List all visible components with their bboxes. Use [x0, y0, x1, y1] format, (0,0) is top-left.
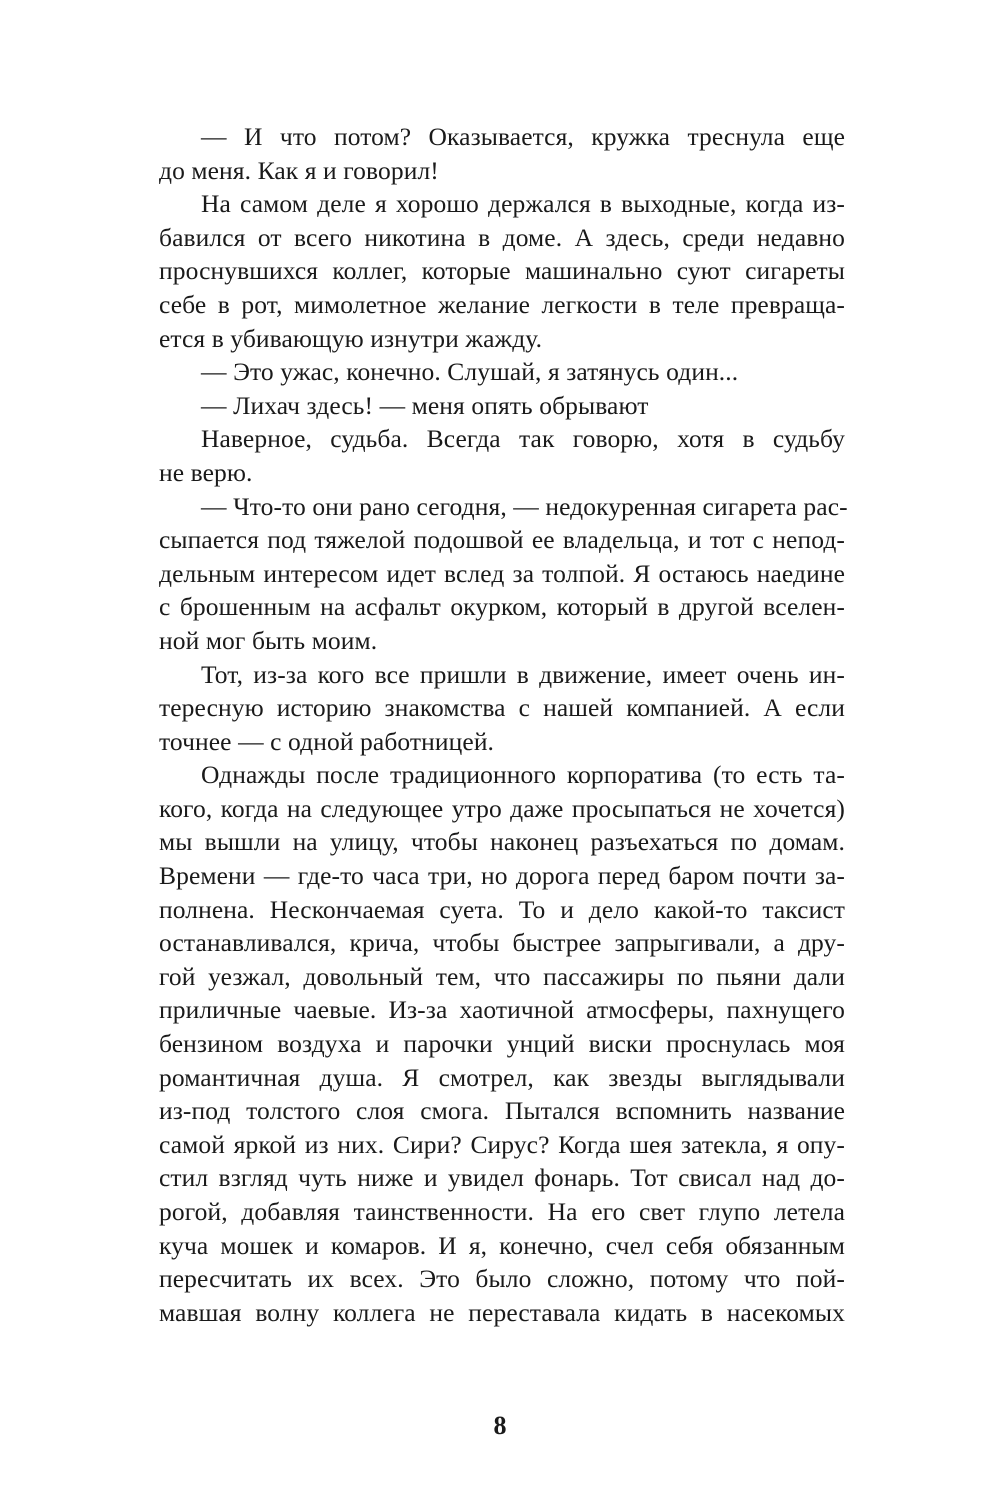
text-line: — Лихач здесь! — меня опять обрывают	[201, 390, 649, 420]
text-line: бавился от всего никотина в доме. А здесь, среди недавно	[159, 222, 845, 252]
paragraph	[159, 120, 845, 187]
text-line: тересную историю знакомства с нашей компанией. А если	[159, 693, 845, 723]
text-line: точнее — с одной работницей.	[159, 726, 495, 756]
text-line: себе в рот, мимолетное желание легкости в теле превраща-	[159, 289, 845, 319]
text-line: — Это ужас, конечно. Слушай, я затянусь один...	[201, 357, 739, 387]
text-line: Однажды после традиционного корпоратива (то есть та-	[201, 760, 845, 790]
text-line: романтичная душа. Я смотрел, как звезды выглядывали	[159, 1062, 845, 1092]
text-line: гой уезжал, довольный тем, что пассажиры по пьяни дали	[159, 961, 845, 991]
text-line: останавливался, крича, чтобы быстрее запрыгивали, а дру-	[159, 928, 845, 958]
text-line: ной мог быть моим.	[159, 625, 378, 655]
text-line: — И что потом? Оказывается, кружка треснула еще	[201, 122, 845, 151]
paragraph	[159, 658, 845, 759]
paragraph	[159, 355, 845, 389]
text-line: кого, когда на следующее утро даже просыпаться не хочется)	[159, 793, 845, 823]
text-line: до меня. Как я и говорил!	[159, 155, 439, 185]
text-line: Тот, из-за кого все пришли в движение, имеет очень ин-	[201, 659, 845, 689]
text-line: не верю.	[159, 457, 253, 487]
text-line: проснувшихся коллег, которые машинально суют сигареты	[159, 256, 845, 286]
text-line: мы вышли на улицу, чтобы наконец разъехаться по домам.	[159, 827, 845, 857]
text-line: На самом деле я хорошо держался в выходные, когда из-	[201, 189, 845, 219]
paragraph	[159, 187, 845, 355]
text-line: мавшая волну коллега не переставала кидать в насекомых	[159, 1297, 845, 1327]
text-line: пересчитать их всех. Это было сложно, потому что пой-	[159, 1264, 845, 1294]
paragraph	[159, 389, 845, 423]
text-line: сыпается под тяжелой подошвой ее владельца, и тот с непод-	[159, 525, 845, 555]
paragraph	[159, 758, 845, 1329]
paragraph	[159, 490, 848, 658]
text-line: с брошенным на асфальт окурком, который в другой вселен-	[159, 592, 845, 622]
text-line: стил взгляд чуть ниже и увидел фонарь. Тот свисал над до-	[159, 1163, 845, 1193]
page-number: 8	[493, 1411, 507, 1440]
text-line: из-под толстого слоя смога. Пытался вспомнить название	[159, 1096, 845, 1126]
text-line: рогой, добавляя таинственности. На его свет глупо летела	[159, 1197, 845, 1226]
paragraph	[159, 422, 845, 489]
text-line: ется в убивающую изнутри жажду.	[159, 323, 543, 353]
text-line: дельным интересом идет вслед за толпой. Я остаюсь наедине	[159, 558, 845, 588]
text-line: полнена. Нескончаемая суета. То и дело какой-то таксист	[159, 894, 845, 924]
text-line: приличные чаевые. Из-за хаотичной атмосферы, пахнущего	[159, 995, 845, 1025]
text-line: самой яркой из них. Сири? Сирус? Когда шея затекла, я опу-	[159, 1129, 845, 1159]
text-line: — Что-то они рано сегодня, — недокуренная сигарета рас-	[201, 491, 848, 521]
text-line: Наверное, судьба. Всегда так говорю, хотя в судьбу	[201, 424, 845, 454]
text-line: бензином воздуха и парочки унций виски проснулась моя	[159, 1029, 845, 1059]
text-line: куча мошек и комаров. И я, конечно, счел себя обязанным	[159, 1230, 845, 1260]
text-line: Времени — где-то часа три, но дорога перед баром почти за-	[159, 861, 845, 891]
page-body	[159, 120, 848, 1329]
